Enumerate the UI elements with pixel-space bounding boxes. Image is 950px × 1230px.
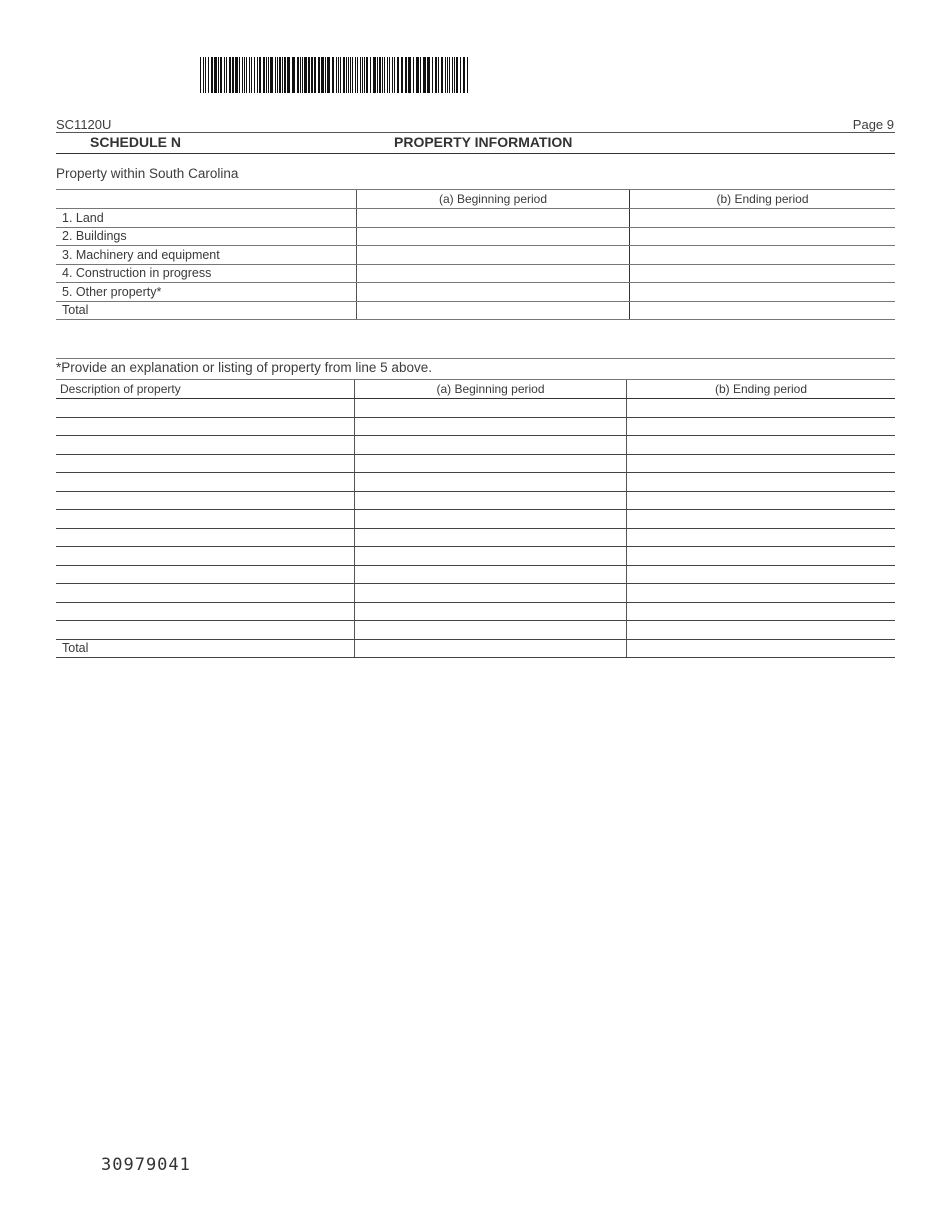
total-beginning-field[interactable] — [357, 301, 630, 320]
table-row — [56, 528, 895, 547]
other-property-ending-field[interactable] — [630, 283, 896, 302]
table-row — [56, 602, 895, 621]
beginning-period-field[interactable] — [355, 528, 627, 547]
row-label-construction: 4. Construction in progress — [56, 264, 357, 283]
ending-period-field[interactable] — [627, 473, 896, 492]
schedule-label: SCHEDULE N — [90, 134, 182, 150]
schedule-title: PROPERTY INFORMATION — [394, 134, 573, 150]
header-ending-period: (b) Ending period — [630, 190, 896, 209]
scan-code: 30979041 — [101, 1155, 191, 1175]
description-field[interactable] — [56, 510, 355, 529]
description-field[interactable] — [56, 565, 355, 584]
total-ending-field[interactable] — [627, 639, 896, 658]
row-label-total: Total — [56, 639, 355, 658]
explanation-instruction: *Provide an explanation or listing of property from line 5 above. — [56, 360, 432, 375]
description-field[interactable] — [56, 621, 355, 640]
description-field[interactable] — [56, 436, 355, 455]
table-row — [56, 473, 895, 492]
description-field[interactable] — [56, 584, 355, 603]
table-row — [56, 246, 895, 265]
description-field[interactable] — [56, 602, 355, 621]
table-row — [56, 510, 895, 529]
machinery-beginning-field[interactable] — [357, 246, 630, 265]
description-field[interactable] — [56, 528, 355, 547]
beginning-period-field[interactable] — [355, 417, 627, 436]
property-table — [56, 189, 895, 320]
table-row — [56, 227, 895, 246]
table-row — [56, 491, 895, 510]
table-row — [56, 301, 895, 320]
construction-beginning-field[interactable] — [357, 264, 630, 283]
land-beginning-field[interactable] — [357, 209, 630, 228]
ending-period-field[interactable] — [627, 399, 896, 418]
buildings-beginning-field[interactable] — [357, 227, 630, 246]
row-label-total: Total — [56, 301, 357, 320]
table-row — [56, 639, 895, 658]
ending-period-field[interactable] — [627, 436, 896, 455]
description-field[interactable] — [56, 547, 355, 566]
ending-period-field[interactable] — [627, 417, 896, 436]
beginning-period-field[interactable] — [355, 547, 627, 566]
description-field[interactable] — [56, 399, 355, 418]
beginning-period-field[interactable] — [355, 584, 627, 603]
row-label-land: 1. Land — [56, 209, 357, 228]
table-row — [56, 621, 895, 640]
total-beginning-field[interactable] — [355, 639, 627, 658]
row-label-machinery: 3. Machinery and equipment — [56, 246, 357, 265]
beginning-period-field[interactable] — [355, 565, 627, 584]
table-row — [56, 584, 895, 603]
table-header-row — [56, 380, 895, 399]
construction-ending-field[interactable] — [630, 264, 896, 283]
beginning-period-field[interactable] — [355, 621, 627, 640]
header-beginning-period: (a) Beginning period — [357, 190, 630, 209]
header-description: Description of property — [56, 380, 355, 399]
header-beginning-period: (a) Beginning period — [355, 380, 627, 399]
description-field[interactable] — [56, 473, 355, 492]
divider — [56, 358, 895, 359]
ending-period-field[interactable] — [627, 510, 896, 529]
table-row — [56, 283, 895, 302]
machinery-ending-field[interactable] — [630, 246, 896, 265]
beginning-period-field[interactable] — [355, 602, 627, 621]
row-label-other-property: 5. Other property* — [56, 283, 357, 302]
header-cell-blank — [56, 190, 357, 209]
table-row — [56, 264, 895, 283]
table-row — [56, 454, 895, 473]
beginning-period-field[interactable] — [355, 491, 627, 510]
description-field[interactable] — [56, 491, 355, 510]
table-row — [56, 417, 895, 436]
table-header-row — [56, 190, 895, 209]
ending-period-field[interactable] — [627, 565, 896, 584]
table-row — [56, 209, 895, 228]
ending-period-field[interactable] — [627, 528, 896, 547]
beginning-period-field[interactable] — [355, 399, 627, 418]
beginning-period-field[interactable] — [355, 510, 627, 529]
beginning-period-field[interactable] — [355, 436, 627, 455]
ending-period-field[interactable] — [627, 621, 896, 640]
ending-period-field[interactable] — [627, 584, 896, 603]
other-property-table — [56, 379, 895, 658]
table-row — [56, 399, 895, 418]
ending-period-field[interactable] — [627, 454, 896, 473]
ending-period-field[interactable] — [627, 491, 896, 510]
page-number: Page 9 — [852, 117, 894, 132]
ending-period-field[interactable] — [627, 602, 896, 621]
header-ending-period: (b) Ending period — [627, 380, 896, 399]
section-label: Property within South Carolina — [56, 166, 239, 181]
table-row — [56, 436, 895, 455]
table-row — [56, 565, 895, 584]
table-row — [56, 547, 895, 566]
description-field[interactable] — [56, 417, 355, 436]
description-field[interactable] — [56, 454, 355, 473]
other-property-beginning-field[interactable] — [357, 283, 630, 302]
total-ending-field[interactable] — [630, 301, 896, 320]
barcode-icon — [200, 57, 470, 93]
land-ending-field[interactable] — [630, 209, 896, 228]
row-label-buildings: 2. Buildings — [56, 227, 357, 246]
beginning-period-field[interactable] — [355, 473, 627, 492]
form-id: SC1120U — [56, 117, 112, 132]
ending-period-field[interactable] — [627, 547, 896, 566]
beginning-period-field[interactable] — [355, 454, 627, 473]
buildings-ending-field[interactable] — [630, 227, 896, 246]
